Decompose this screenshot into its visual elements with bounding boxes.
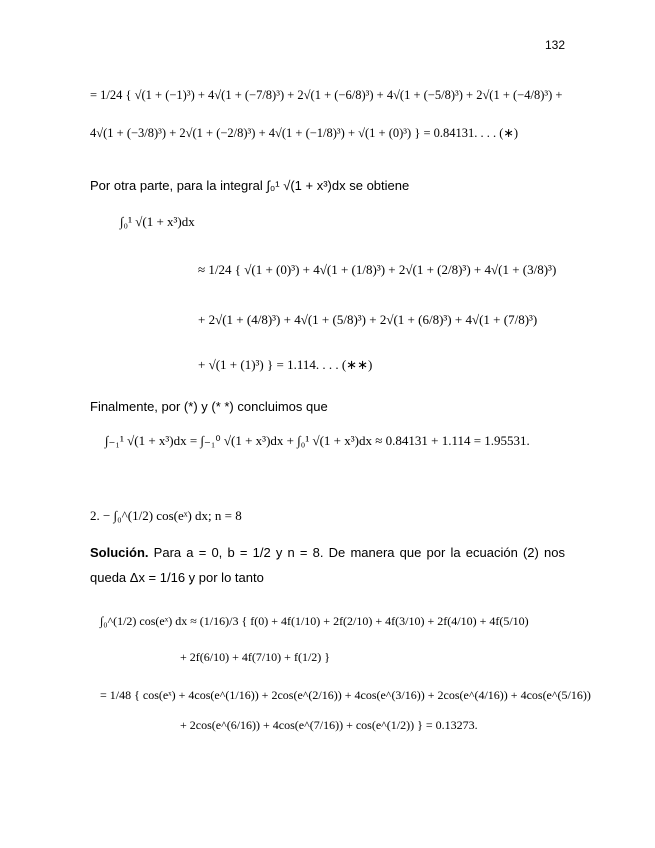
equation-star-line-2: 4√(1 + (−3/8)³) + 2√(1 + (−2/8)³) + 4√(1 + (−1/8)³) + √(1 + (0)³) } = 0.84131. . . . (∗) — [90, 126, 519, 140]
solution-text-2: queda Δx = 1/16 y por lo tanto — [90, 570, 264, 585]
page-number: 132 — [544, 38, 565, 52]
solution-text-1: Para a = 0, b = 1/2 y n = 8. De manera que por la ecuación (2) nos — [153, 545, 565, 560]
second-integral-lhs: ∫₀¹ √(1 + x³)dx — [120, 214, 195, 229]
equation-star-line-1: = 1/24 { √(1 + (−1)³) + 4√(1 + (−7/8)³) + 2√(1 + (−6/8)³) + 4√(1 + (−5/8)³) + 2√(1 + (−4/8)³) + — [90, 88, 563, 102]
equation-cos-line-4: + 2cos(e^(6/16)) + 4cos(e^(7/16)) + cos(e^(1/2)) } = 0.13273. — [180, 718, 478, 732]
intro-second-integral: Por otra parte, para la integral ∫₀¹ √(1 + x³)dx se obtiene — [90, 178, 410, 193]
equation-dstar-line-3: + √(1 + (1)³) } = 1.114. . . . (∗∗) — [198, 357, 373, 372]
equation-dstar-line-2: + 2√(1 + (4/8)³) + 4√(1 + (5/8)³) + 2√(1 + (6/8)³) + 4√(1 + (7/8)³) — [198, 312, 538, 327]
equation-cos-line-2: + 2f(6/10) + 4f(7/10) + f(1/2) } — [180, 650, 331, 664]
problem-2-statement: 2. − ∫₀^(1/2) cos(eˣ) dx; n = 8 — [90, 508, 242, 523]
solution-paragraph-line-1 — [90, 545, 565, 560]
equation-cos-line-1: ∫₀^(1/2) cos(eˣ) dx ≈ (1/16)/3 { f(0) + 4f(1/10) + 2f(2/10) + 4f(3/10) + 2f(4/10) + 4f(5/10) — [100, 614, 529, 628]
conclusion-text: Finalmente, por (*) y (* *) concluimos que — [90, 399, 328, 414]
final-sum-equation: ∫₋₁¹ √(1 + x³)dx = ∫₋₁⁰ √(1 + x³)dx + ∫₀¹ √(1 + x³)dx ≈ 0.84131 + 1.114 = 1.95531. — [105, 433, 530, 448]
solution-label: Solución. — [90, 545, 149, 560]
equation-dstar-line-1: ≈ 1/24 { √(1 + (0)³) + 4√(1 + (1/8)³) + 2√(1 + (2/8)³) + 4√(1 + (3/8)³) — [198, 262, 557, 277]
equation-cos-line-3: = 1/48 { cos(eˣ) + 4cos(e^(1/16)) + 2cos(e^(2/16)) + 4cos(e^(3/16)) + 2cos(e^(4/16)) + 4cos(e^(5/16)) — [100, 688, 591, 702]
